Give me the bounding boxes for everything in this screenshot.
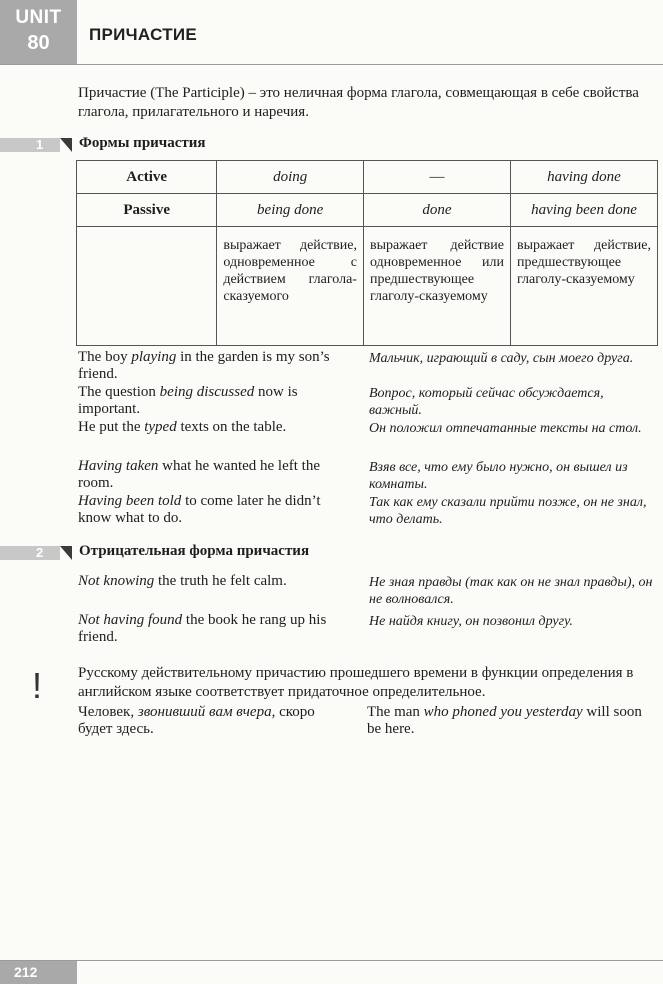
note-text: Русскому действительному причастию прошедшего времени в функции определения в английском языке соответствует придаточное определительное.: [78, 665, 634, 700]
section-number: 1: [36, 137, 44, 152]
example-en: Having been told to come later he didn’t know what to do.: [78, 493, 321, 526]
example-ru: Взяв все, что ему было нужно, он вышел из комнаты.: [369, 460, 628, 492]
example-ru: Мальчик, играющий в саду, сын моего друга.: [369, 351, 634, 366]
example-en: Having taken what he wanted he left the room.: [78, 458, 320, 491]
note-example-en: The man who phoned you yesterday will soon be here.: [367, 704, 642, 737]
exclamation-icon: !: [32, 665, 43, 706]
table-cell: having done: [510, 161, 657, 194]
example-en: The boy playing in the garden is my son’s friend.: [78, 349, 330, 382]
section-bar: [0, 138, 60, 152]
table-cell: being done: [217, 194, 364, 227]
table-row-description: [77, 227, 658, 346]
section-1-heading: [0, 135, 400, 156]
section-title: Формы причастия: [79, 135, 206, 151]
table-cell: выражает действие одновременное или предшествующее глаголу-сказуемому: [363, 227, 510, 346]
section-number: 2: [36, 545, 44, 560]
example-ru: Не найдя книгу, он позвонил другу.: [369, 614, 573, 629]
table-cell: выражает действие, предшествующее глаголу-сказуемому: [510, 227, 657, 346]
note-example-ru: Человек, звонивший вам вчера, скоро будет здесь.: [78, 704, 315, 737]
table-cell: Passive: [77, 194, 217, 227]
table-cell: having been done: [510, 194, 657, 227]
example-ru: Он положил отпечатанные тексты на стол.: [369, 421, 642, 436]
unit-label: UNIT: [15, 7, 62, 28]
example-en: The question being discussed now is important.: [78, 384, 298, 417]
table-cell: done: [363, 194, 510, 227]
table-row-passive: [77, 194, 658, 227]
section-triangle-icon: [60, 138, 72, 152]
page-number: 212: [0, 961, 77, 984]
example-ru: Вопрос, который сейчас обсуждается, важный.: [369, 386, 604, 418]
table-cell: [77, 227, 217, 346]
section-title: Отрицательная форма причастия: [79, 543, 310, 559]
example-en: Not having found the book he rang up his friend.: [78, 612, 327, 645]
example-en: He put the typed texts on the table.: [78, 419, 287, 435]
example-ru: Так как ему сказали прийти позже, он не знал, что делать.: [369, 495, 647, 527]
table-cell: выражает действие, одновременное с действием глагола-сказуемого: [217, 227, 364, 346]
table-row-active: [77, 161, 658, 194]
participle-forms-table: [76, 160, 658, 346]
header-divider: [0, 64, 663, 65]
unit-badge: [0, 0, 77, 64]
table-cell: Active: [77, 161, 217, 194]
page-title: ПРИЧАСТИЕ: [89, 25, 198, 44]
footer-divider: [0, 960, 663, 961]
example-ru: Не зная правды (так как он не знал правды), он не волновался.: [369, 575, 653, 607]
intro-paragraph: Причастие (The Participle) – это неличная форма глагола, совмещающая в себе свойства глагола, прилагательного и наречия.: [78, 85, 639, 120]
table-cell: doing: [217, 161, 364, 194]
table-cell: —: [363, 161, 510, 194]
section-2-heading: [0, 543, 400, 564]
unit-number: 80: [27, 32, 50, 54]
section-bar: [0, 546, 60, 560]
section-triangle-icon: [60, 546, 72, 560]
example-en: Not knowing the truth he felt calm.: [78, 573, 287, 589]
